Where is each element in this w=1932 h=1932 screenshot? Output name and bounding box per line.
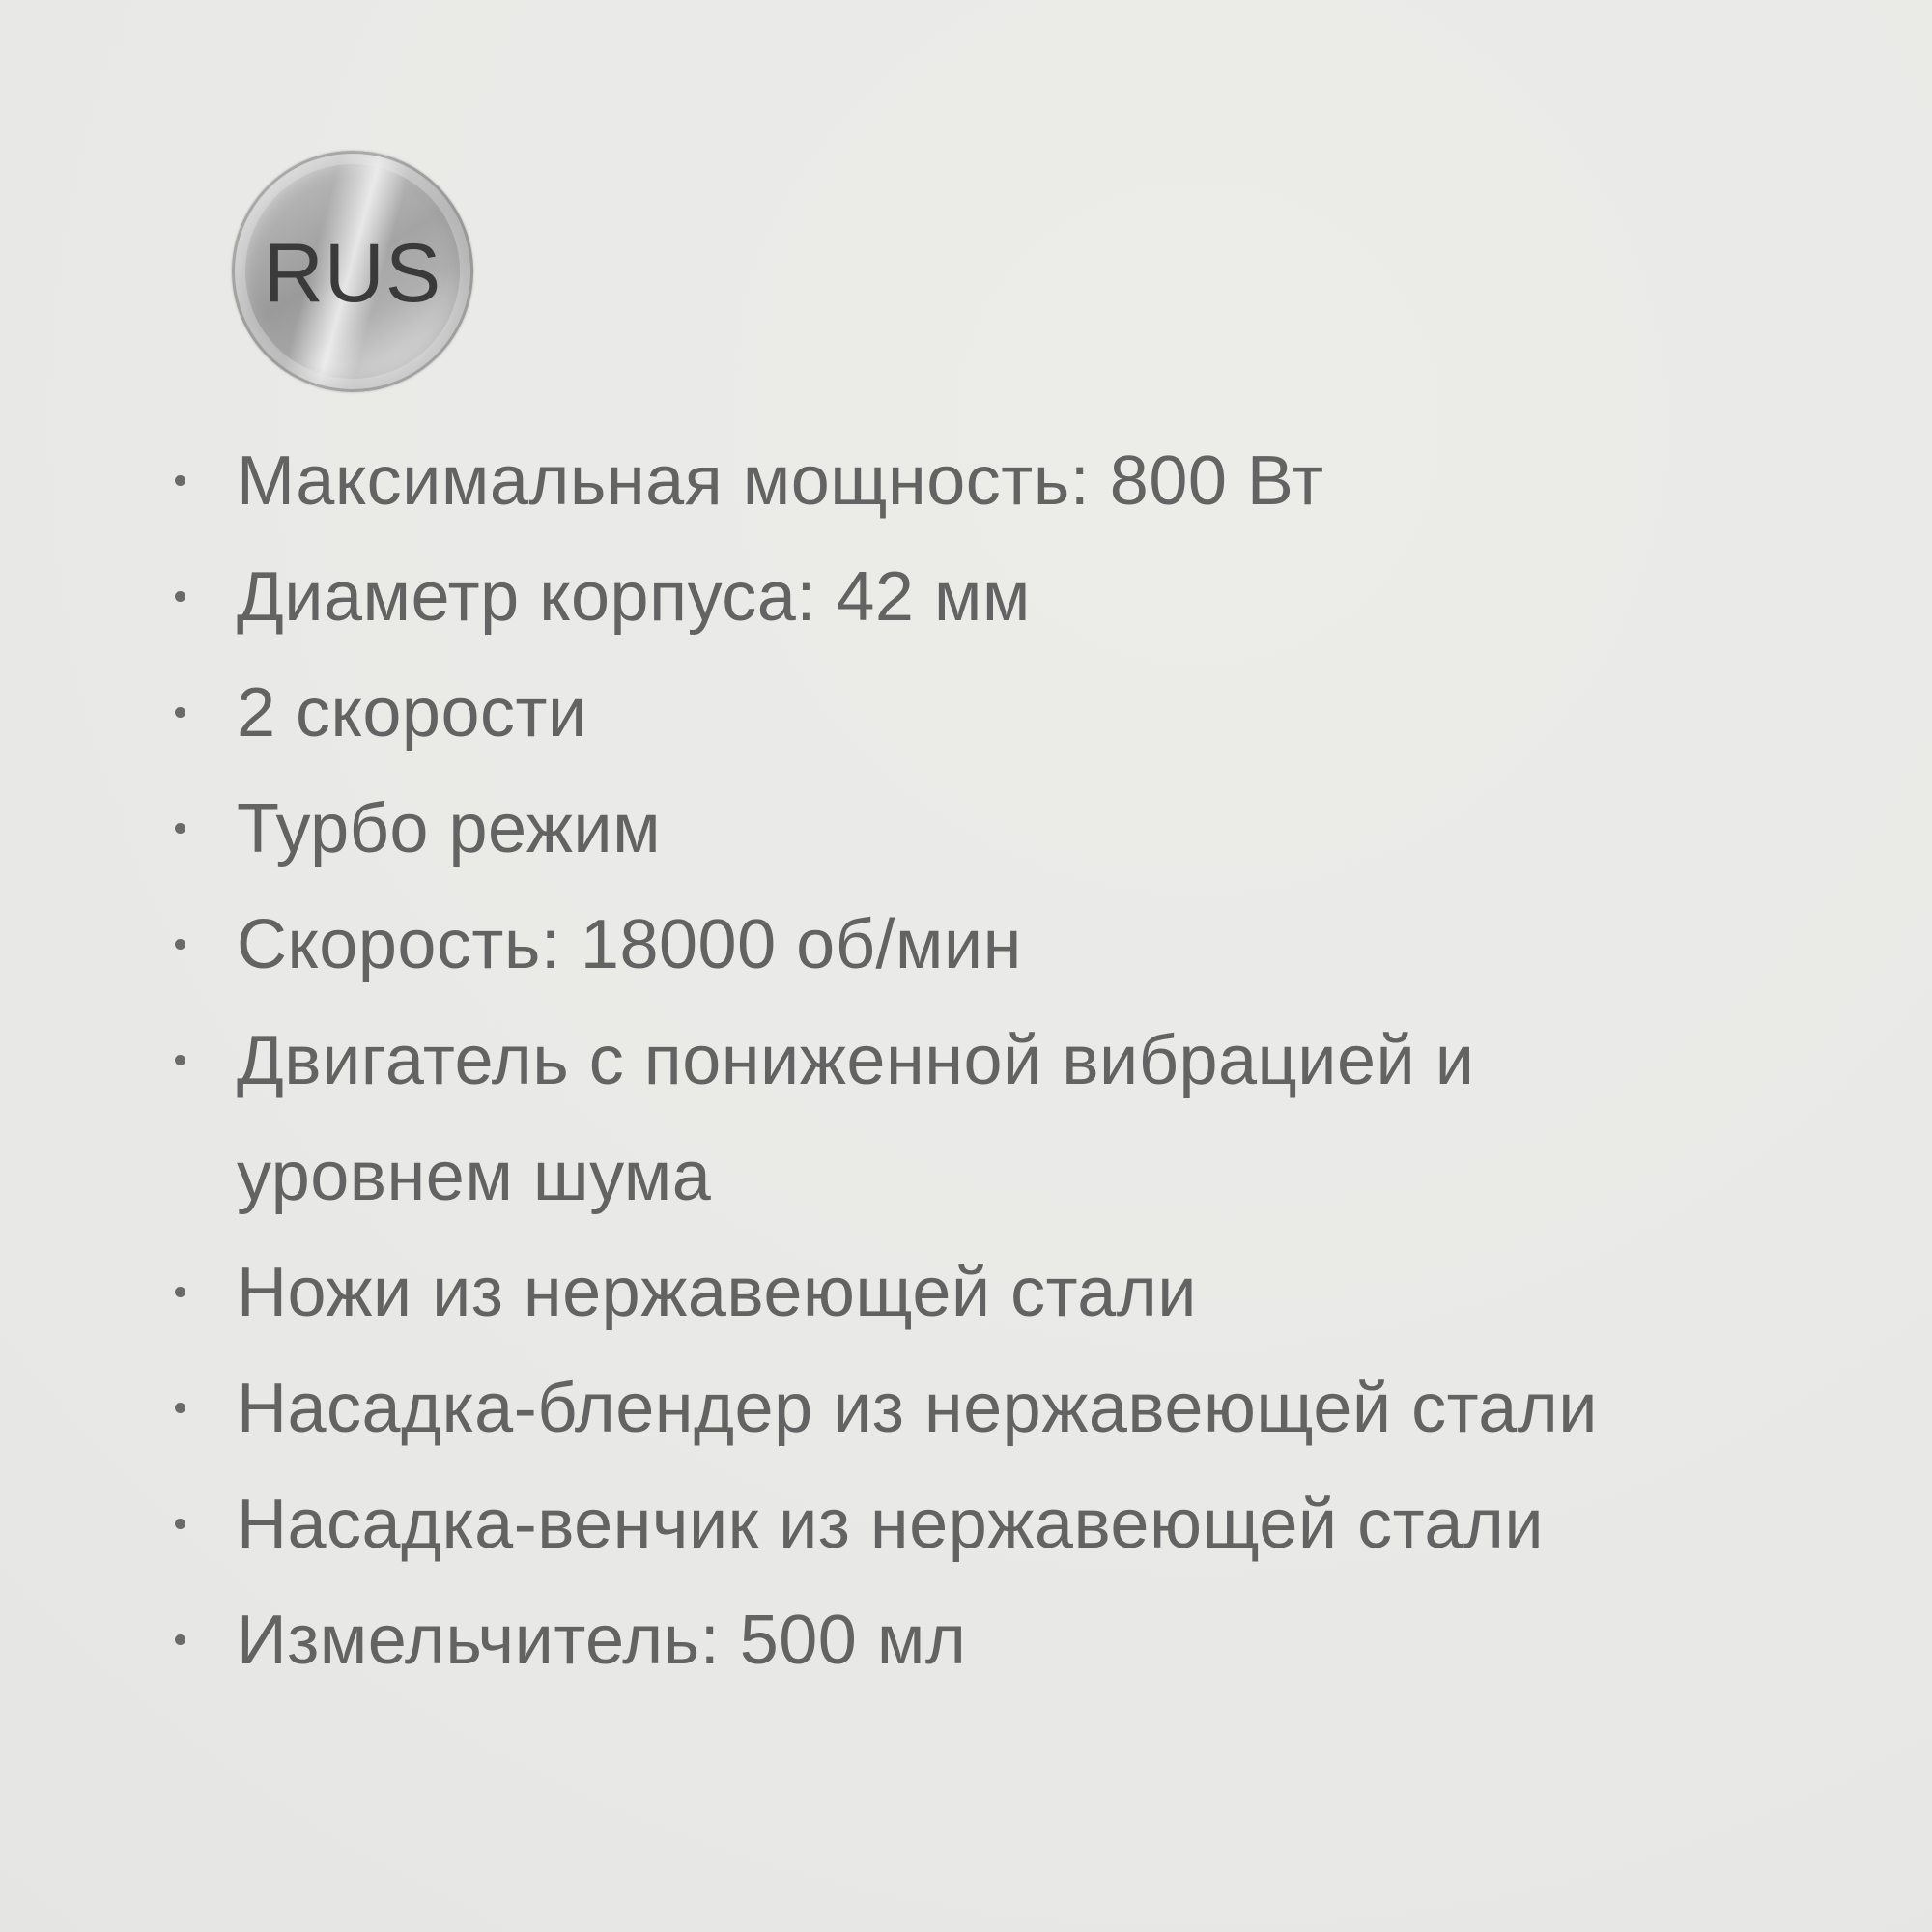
spec-item [237, 423, 1879, 539]
spec-item [237, 1350, 1879, 1466]
spec-item-line: Скорость: 18000 об/мин [237, 906, 1022, 983]
spec-item-line: Диаметр корпуса: 42 мм [237, 558, 1031, 636]
spec-item [237, 539, 1879, 655]
spec-item-line: Турбо режим [237, 790, 662, 867]
spec-item [237, 887, 1879, 1003]
spec-item [237, 1582, 1879, 1698]
spec-item-line: Насадка-венчик из нержавеющей стали [237, 1486, 1545, 1563]
spec-item [237, 655, 1879, 771]
spec-item [237, 1235, 1879, 1350]
spec-item-line: Ножи из нержавеющей стали [237, 1254, 1198, 1331]
rus-badge-label: RUS [263, 227, 442, 320]
spec-item-line: Измельчитель: 500 мл [237, 1602, 967, 1679]
spec-item-line: Двигатель с пониженной вибрацией и [237, 1022, 1475, 1099]
spec-list [0, 423, 1879, 1698]
rus-badge [232, 151, 473, 392]
spec-item-line: уровнем шума [237, 1138, 712, 1215]
spec-item [237, 1003, 1879, 1235]
spec-item [237, 1466, 1879, 1582]
spec-item-line: Насадка-блендер из нержавеющей стали [237, 1370, 1599, 1447]
spec-item [237, 771, 1879, 887]
spec-item-line: 2 скорости [237, 674, 587, 752]
spec-item-line: Максимальная мощность: 800 Вт [237, 442, 1324, 520]
